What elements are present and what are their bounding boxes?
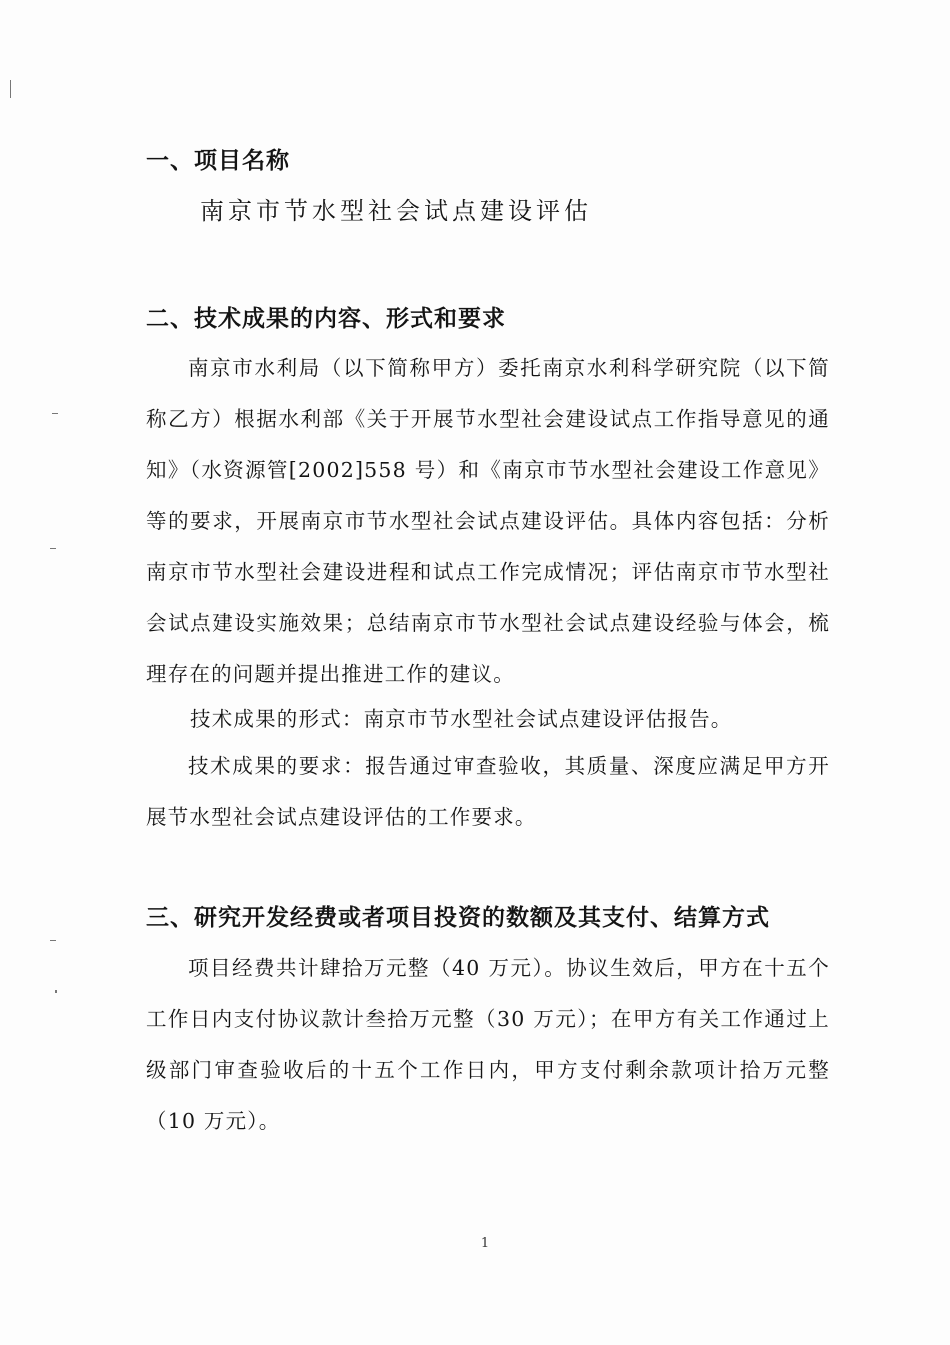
scan-artifact <box>52 413 58 414</box>
section-2-content: 南京市水利局（以下简称甲方）委托南京水利科学研究院（以下简称乙方）根据水利部《关于开展节水型社会建设试点工作指导意见的通知》（水资源管[2002]558 号）和《南京市节水型社会建设工作意见》等的要求，开展南京市节水型社会试点建设评估。具体内容包括：分析南京市节水型社会建设进程和试点工作完成情况；评估南京市节水型社会试点建设实施效果；总结南京市节水型社会试点建设经验与体会，梳理存在的问题并提出推进工作的建议。 <box>146 356 830 686</box>
section-3-heading: 三、研究开发经费或者项目投资的数额及其支付、结算方式 <box>146 905 770 931</box>
project-name: 南京市节水型社会试点建设评估 <box>200 197 592 225</box>
scan-artifact <box>10 80 11 98</box>
scan-artifact <box>50 940 56 941</box>
scan-artifact <box>55 990 57 993</box>
section-2-heading: 二、技术成果的内容、形式和要求 <box>146 306 506 332</box>
section-3-content: 项目经费共计肆拾万元整（40 万元）。协议生效后，甲方在十五个工作日内支付协议款计叁拾万元整（30 万元）；在甲方有关工作通过上级部门审查验收后的十五个工作日内，甲方支付剩余款项计拾万元整（10 万元）。 <box>146 956 830 1133</box>
section-2-form: 技术成果的形式：南京市节水型社会试点建设评估报告。 <box>190 707 733 731</box>
section-2-requirements: 技术成果的要求：报告通过审查验收，其质量、深度应满足甲方开展节水型社会试点建设评估的工作要求。 <box>146 754 830 829</box>
scan-artifact <box>50 548 56 549</box>
section-1-heading: 一、项目名称 <box>146 148 290 174</box>
page-number: 1 <box>480 1236 490 1251</box>
